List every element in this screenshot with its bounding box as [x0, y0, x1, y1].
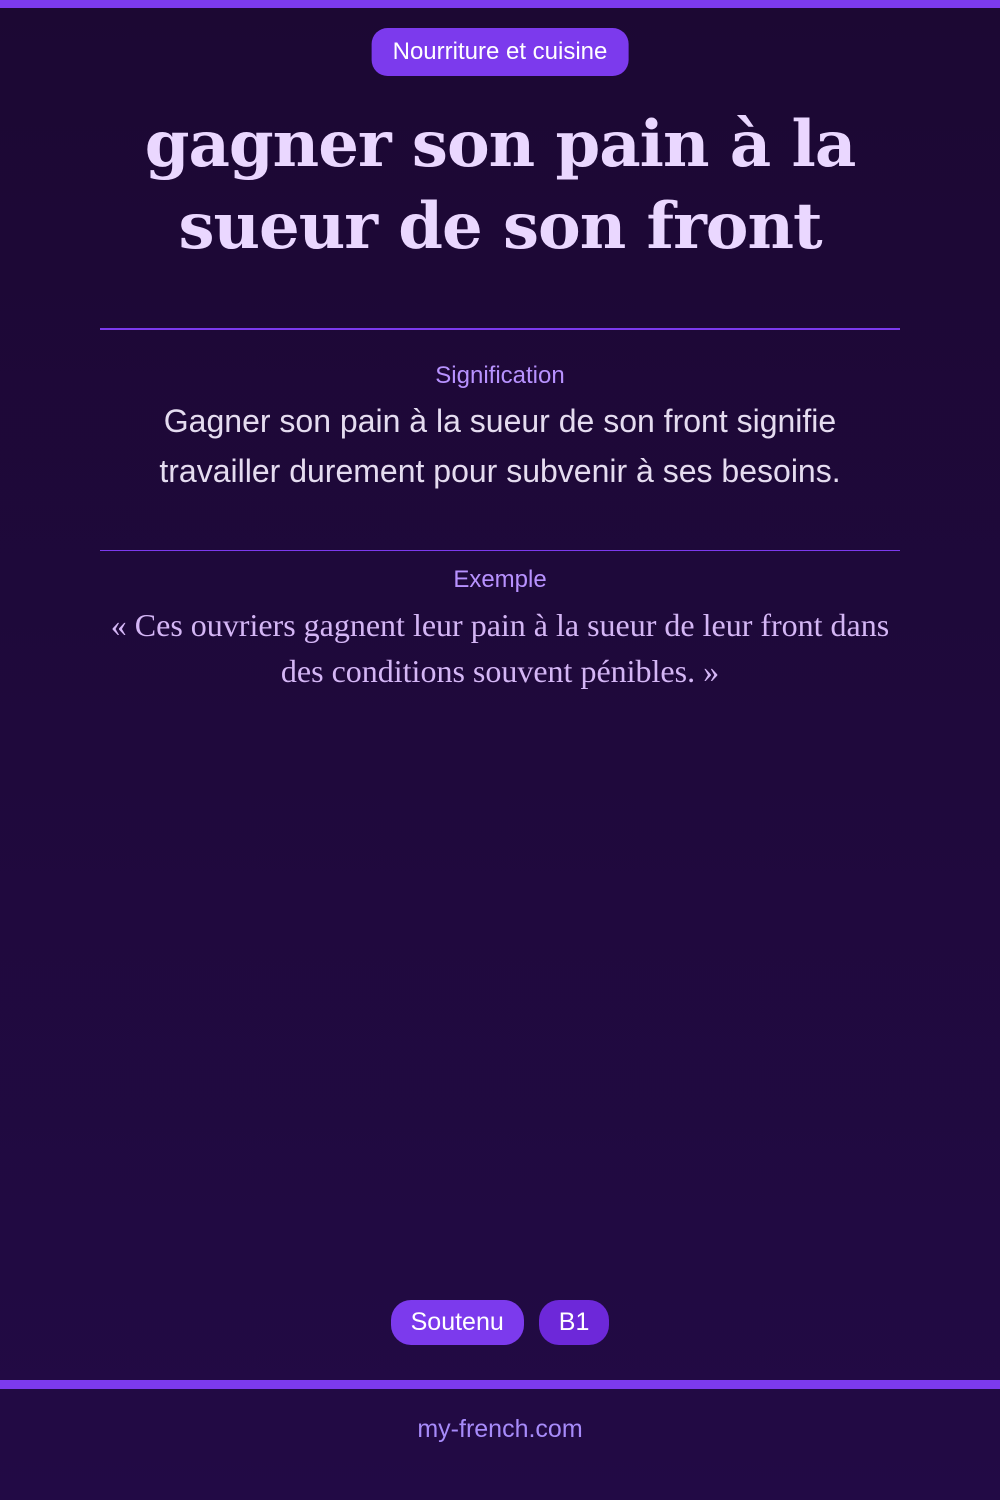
- divider-example: [100, 550, 900, 551]
- site-footer-link[interactable]: my-french.com: [417, 1415, 583, 1443]
- category-badge: Nourriture et cuisine: [372, 28, 629, 76]
- expression-title: gagner son pain à la sueur de son front: [144, 107, 856, 264]
- divider-meaning: [100, 328, 900, 330]
- register-tag: Soutenu: [391, 1300, 524, 1345]
- level-tag: B1: [539, 1300, 610, 1345]
- example-text: « Ces ouvriers gagnent leur pain à la sueur de leur front dans des conditions souvent pénibles. »: [110, 607, 890, 689]
- meaning-text: Gagner son pain à la sueur de son front signifie travailler durement pour subvenir à ses besoins.: [159, 403, 841, 489]
- bottom-accent-bar: [0, 1380, 1000, 1389]
- example-label: Exemple: [453, 566, 547, 593]
- tag-list: [0, 1300, 1000, 1345]
- top-accent-bar: [0, 0, 1000, 8]
- meaning-label: Signification: [435, 362, 565, 389]
